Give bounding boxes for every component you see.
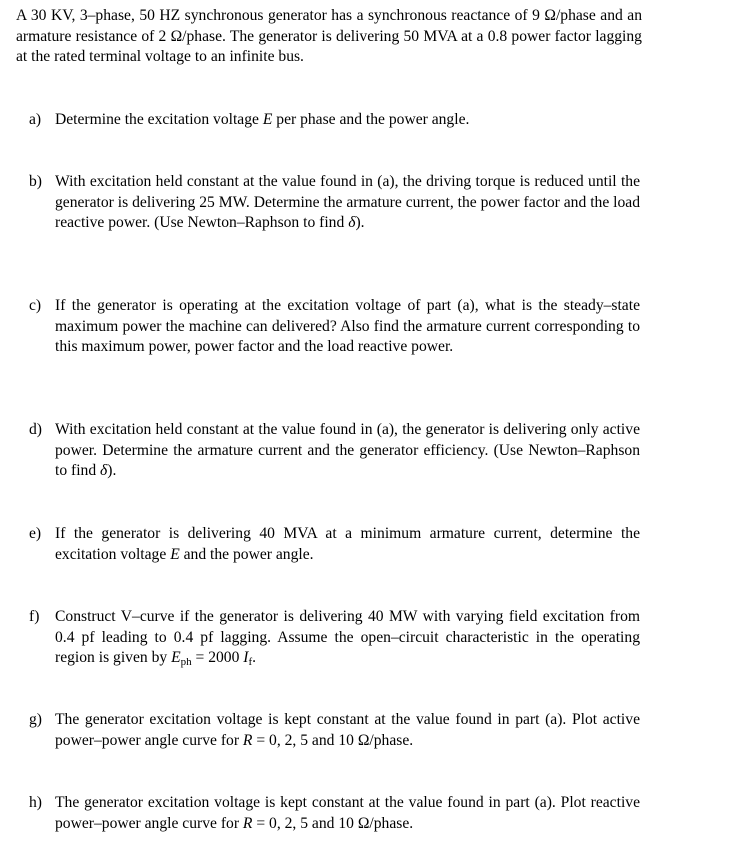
question-label: h) [29, 794, 42, 811]
question-label: f) [29, 608, 40, 625]
question-label: a) [29, 111, 42, 128]
question-label: e) [29, 525, 42, 542]
question-text: Determine the excitation voltage E per phase and the power angle. [55, 111, 470, 128]
question-d [29, 420, 640, 482]
question-text: If the generator is delivering 40 MVA at a minimum armature current, determine the excitation voltage E and the power angle. [55, 525, 640, 563]
problem-statement-line-3: MVA at a 0.8 power factor lagging at the rated terminal voltage to an infinite bus. [16, 27, 642, 66]
question-c [29, 296, 640, 358]
question-label: d) [29, 421, 42, 438]
question-text: With excitation held constant at the value found in (a), the driving torque is reduced until the generator is delivering 25 MW. Determine the armature current, the power factor and the load reactive power. (Use Newton–Raphson to find δ). [55, 173, 640, 232]
question-text: Construct V–curve if the generator is delivering 40 MW with varying field excitation from 0.4 pf leading to 0.4 pf lagging. Assume the open–circuit characteristic in the operating region is given by $E_{ph} = 2000$ $I_f$. [55, 608, 640, 669]
problem-page [16, 6, 642, 68]
question-g [29, 710, 640, 751]
question-text: If the generator is operating at the excitation voltage of part (a), what is the steady–state maximum power the machine can delivered? Also find the armature current corresponding to this maximum power, power factor and the load reactive power. [55, 297, 640, 356]
problem-statement-line-1: A 30 KV, 3–phase, 50 HZ synchronous generator has a synchronous reactance of 9 [16, 7, 540, 24]
question-text: The generator excitation voltage is kept constant at the value found in part (a). Plot active power–power angle curve for R = 0, 2, 5 and 10 Ω/phase. [55, 711, 640, 749]
question-label: c) [29, 297, 42, 314]
question-h [29, 793, 640, 834]
problem-statement [16, 6, 642, 68]
problem-statement-line-2: Ω/phase and an armature resistance of 2 Ω/phase. The generator is delivering 50 [16, 7, 642, 45]
question-e [29, 524, 640, 565]
question-f [29, 607, 640, 669]
question-a [29, 110, 640, 131]
question-label: b) [29, 173, 42, 190]
question-b [29, 172, 640, 234]
question-label: g) [29, 711, 42, 728]
question-text: The generator excitation voltage is kept constant at the value found in part (a). Plot reactive power–power angle curve for R = 0, 2, 5 and 10 Ω/phase. [55, 794, 640, 832]
question-text: With excitation held constant at the value found in (a), the generator is delivering only active power. Determine the armature current and the generator efficiency. (Use Newton–Raphson to find δ). [55, 421, 640, 480]
